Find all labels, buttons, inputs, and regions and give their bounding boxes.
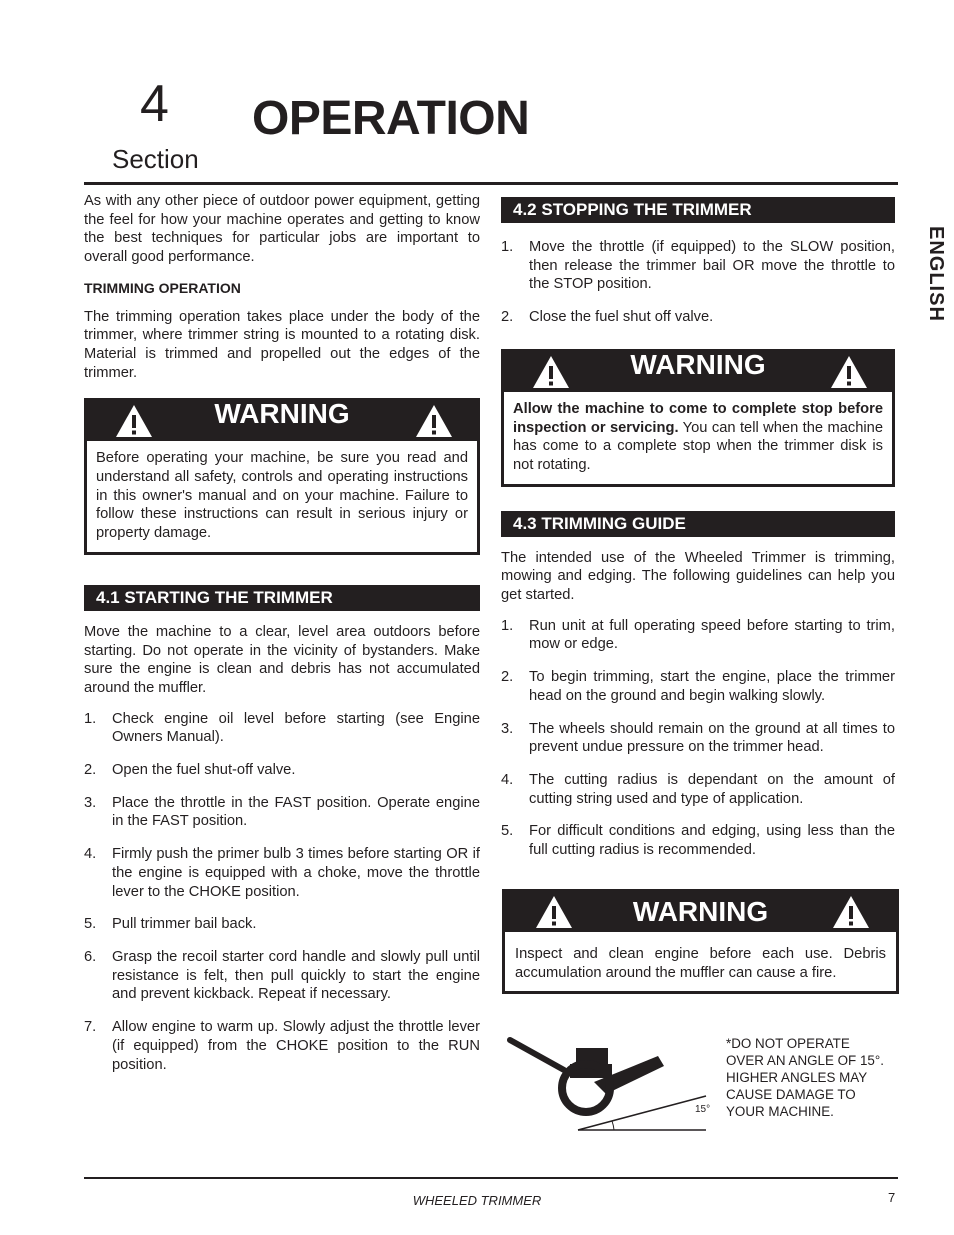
section-number: 4 [140,75,169,133]
list-item: 1. Run unit at full operating speed before starting to trim, mow or edge. [501,617,895,653]
list-item: 6. Grasp the recoil starter cord handle and slowly pull until resistance is felt, then pull quickly to start the engine and prevent kickback. Repeat if necessary. [84,948,480,1003]
list-item: 3. Place the throttle in the FAST position. Operate engine in the FAST position. [84,794,480,830]
page-title: OPERATION [252,92,530,145]
warning-body [87,441,477,552]
section-4-1-heading: 4.1 STARTING THE TRIMMER [84,585,480,611]
intro-paragraph: As with any other piece of outdoor power equipment, getting the feel for how your machine operates and getting to know the best techniques for particular jobs are important to overall good performance. [84,193,480,266]
warning-title: WARNING [214,398,350,430]
warning-header [504,348,892,392]
trimmer-angle-diagram [506,1030,716,1134]
warning-text: Before operating your machine, be sure you read and understand all safety, controls and operating instructions in this owner's manual and on your machine. Failure to follow these instructions can result in serious injury or property damage. [96,450,468,542]
warning-text: Allow the machine to come to complete stop before inspection or servicing. You can tell when the machine has come to a complete stop when the trimmer disk is not rotating. [513,400,883,473]
list-item: 4. The cutting radius is dependant on the amount of cutting string used and type of application. [501,771,895,807]
section-4-2-heading: 4.2 STOPPING THE TRIMMER [501,197,895,223]
list-item: 3. The wheels should remain on the ground at all times to prevent undue pressure on the trimmer head. [501,720,895,756]
footer-title: WHEELED TRIMMER [412,1193,542,1208]
section-label: Section [112,144,199,174]
starting-steps-list [84,710,480,1075]
list-item: 4. Firmly push the primer bulb 3 times before starting OR if the engine is equipped with a choke, move the throttle lever to the CHOKE position. [84,846,480,900]
list-item: 5. Pull trimmer bail back. [84,916,257,933]
list-item: 2. To begin trimming, start the engine, place the trimmer head on the ground and begin walking slowly. [501,669,895,704]
warning-title: WARNING [632,896,769,927]
warning-body [505,932,896,991]
list-item: 5. For difficult conditions and edging, using less than the full cutting radius is recommended. [501,823,895,859]
footer-rule [84,1177,898,1179]
warning-title: WARNING [630,348,766,380]
stopping-steps-list [501,238,895,327]
warning-box-stop [501,349,895,487]
trimming-operation-heading: TRIMMING OPERATION [84,279,241,296]
section-4-1-intro: Move the machine to a clear, level area outdoors before starting. Do not operate in the vicinity of bystanders. Make sure the engine is clean and debris has not accumulated around the muffler. [84,623,480,696]
diagram-note: *DO NOT OPERATE OVER AN ANGLE OF 15°. HIGHER ANGLES MAY CAUSE DAMAGE TO YOUR MACHINE. [726,1036,884,1119]
page-number: 7 [888,1190,896,1205]
list-item: 7. Allow engine to warm up. Slowly adjust the throttle lever (if equipped) from the CHOKE position to the RUN position. [84,1019,480,1073]
angle-label: 15° [695,1104,711,1115]
warning-triangle-icon [832,895,870,929]
right-column [501,197,895,874]
section-4-3-intro: The intended use of the Wheeled Trimmer is trimming, mowing and edging. The following guidelines can help you get started. [501,549,895,604]
header-rule [84,182,898,185]
warning-text: Inspect and clean engine before each use. Debris accumulation around the muffler can cause a fire. [515,946,886,981]
warning-body [504,392,892,484]
list-item: 2. Close the fuel shut off valve. [501,309,714,326]
section-4-3-heading: 4.3 TRIMMING GUIDE [501,511,895,537]
warning-triangle-icon [415,404,453,438]
warning-triangle-icon [830,355,868,389]
list-item: 1. Check engine oil level before starting (see Engine Owners Manual). [84,710,480,746]
warning-box-operating [84,398,480,555]
trimming-operation-text: The trimming operation takes place under the body of the trimmer, where trimmer string is mounted to a rotating disk. Material is trimmed and propelled out the edges of the trimmer. [84,308,480,381]
left-column [84,192,480,1088]
warning-header [505,892,896,932]
trimming-guide-list [501,617,895,860]
list-item: 2. Open the fuel shut-off valve. [84,762,296,779]
list-item: 1. Move the throttle (if equipped) to the SLOW position, then release the trimmer bail OR move the throttle to the STOP position. [501,239,895,293]
language-tab: ENGLISH [925,226,947,322]
warning-box-debris [502,889,899,994]
warning-header [87,398,477,441]
